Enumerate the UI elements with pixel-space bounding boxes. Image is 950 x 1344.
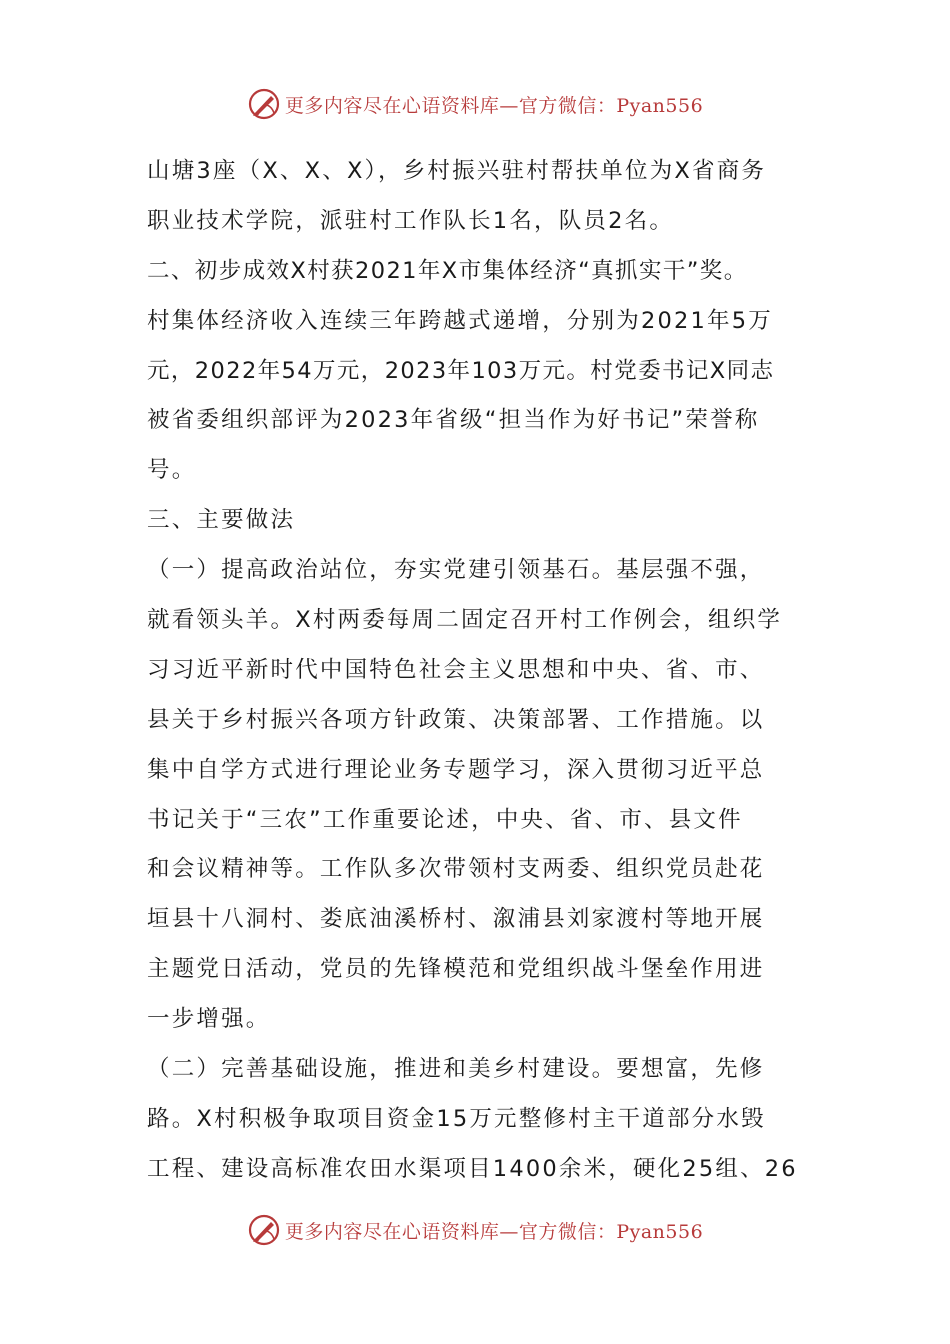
subsection-heading-2: （二）完善基础设施，推进和美乡村建设。要想富，先修 (147, 1056, 765, 1083)
watermark-text: 更多内容尽在心语资料库—官方微信：Pyan556 (284, 1220, 704, 1243)
text-line: 路。X村积极争取项目资金15万元整修村主干道部分水毁 (147, 1105, 766, 1132)
text-line: 山塘3座（X、X、X），乡村振兴驻村帮扶单位为X省商务 (147, 158, 767, 184)
text-line: 一步增强。 (147, 1006, 271, 1033)
text-line: 职业技术学院，派驻村工作队长1名，队员2名。 (147, 207, 675, 234)
text-line: 主题党日活动，党员的先锋模范和党组织战斗堡垒作用进 (147, 956, 765, 983)
section-heading-methods: 三、主要做法 (147, 507, 296, 534)
section-heading-results: 二、初步成效X村获2021年X市集体经济“真抓实干”奖。 (147, 257, 748, 284)
text-line: 被省委组织部评为2023年省级“担当作为好书记”荣誉称 (147, 407, 760, 434)
watermark-banner-bottom (0, 1212, 950, 1248)
text-line: 书记关于“三农”工作重要论述，中央、省、市、县文件 (147, 806, 743, 833)
quill-logo-icon (247, 1213, 281, 1247)
text-line: 集中自学方式进行理论业务专题学习，深入贯彻习近平总 (147, 756, 765, 783)
watermark-banner-top (0, 86, 950, 122)
text-line: 就看领头羊。X村两委每周二固定召开村工作例会，组织学 (147, 607, 783, 634)
quill-logo-icon (247, 87, 281, 121)
text-line: 元，2022年54万元，2023年103万元。村党委书记X同志 (147, 357, 775, 384)
subsection-heading-1: （一）提高政治站位，夯实党建引领基石。基层强不强， (147, 557, 765, 584)
text-line: 号。 (147, 457, 197, 484)
text-line: 工程、建设高标准农田水渠项目1400余米，硬化25组、26 (147, 1155, 798, 1182)
text-line: 和会议精神等。工作队多次带领村支两委、组织党员赴花 (147, 856, 765, 883)
document-body (147, 147, 812, 1195)
text-line: 村集体经济收入连续三年跨越式递增，分别为2021年5万 (147, 307, 773, 334)
text-line: 习习近平新时代中国特色社会主义思想和中央、省、市、 (147, 656, 765, 683)
text-line: 县关于乡村振兴各项方针政策、决策部署、工作措施。以 (147, 706, 765, 733)
text-line: 垣县十八洞村、娄底油溪桥村、溆浦县刘家渡村等地开展 (147, 906, 765, 933)
watermark-text: 更多内容尽在心语资料库—官方微信：Pyan556 (284, 94, 704, 117)
